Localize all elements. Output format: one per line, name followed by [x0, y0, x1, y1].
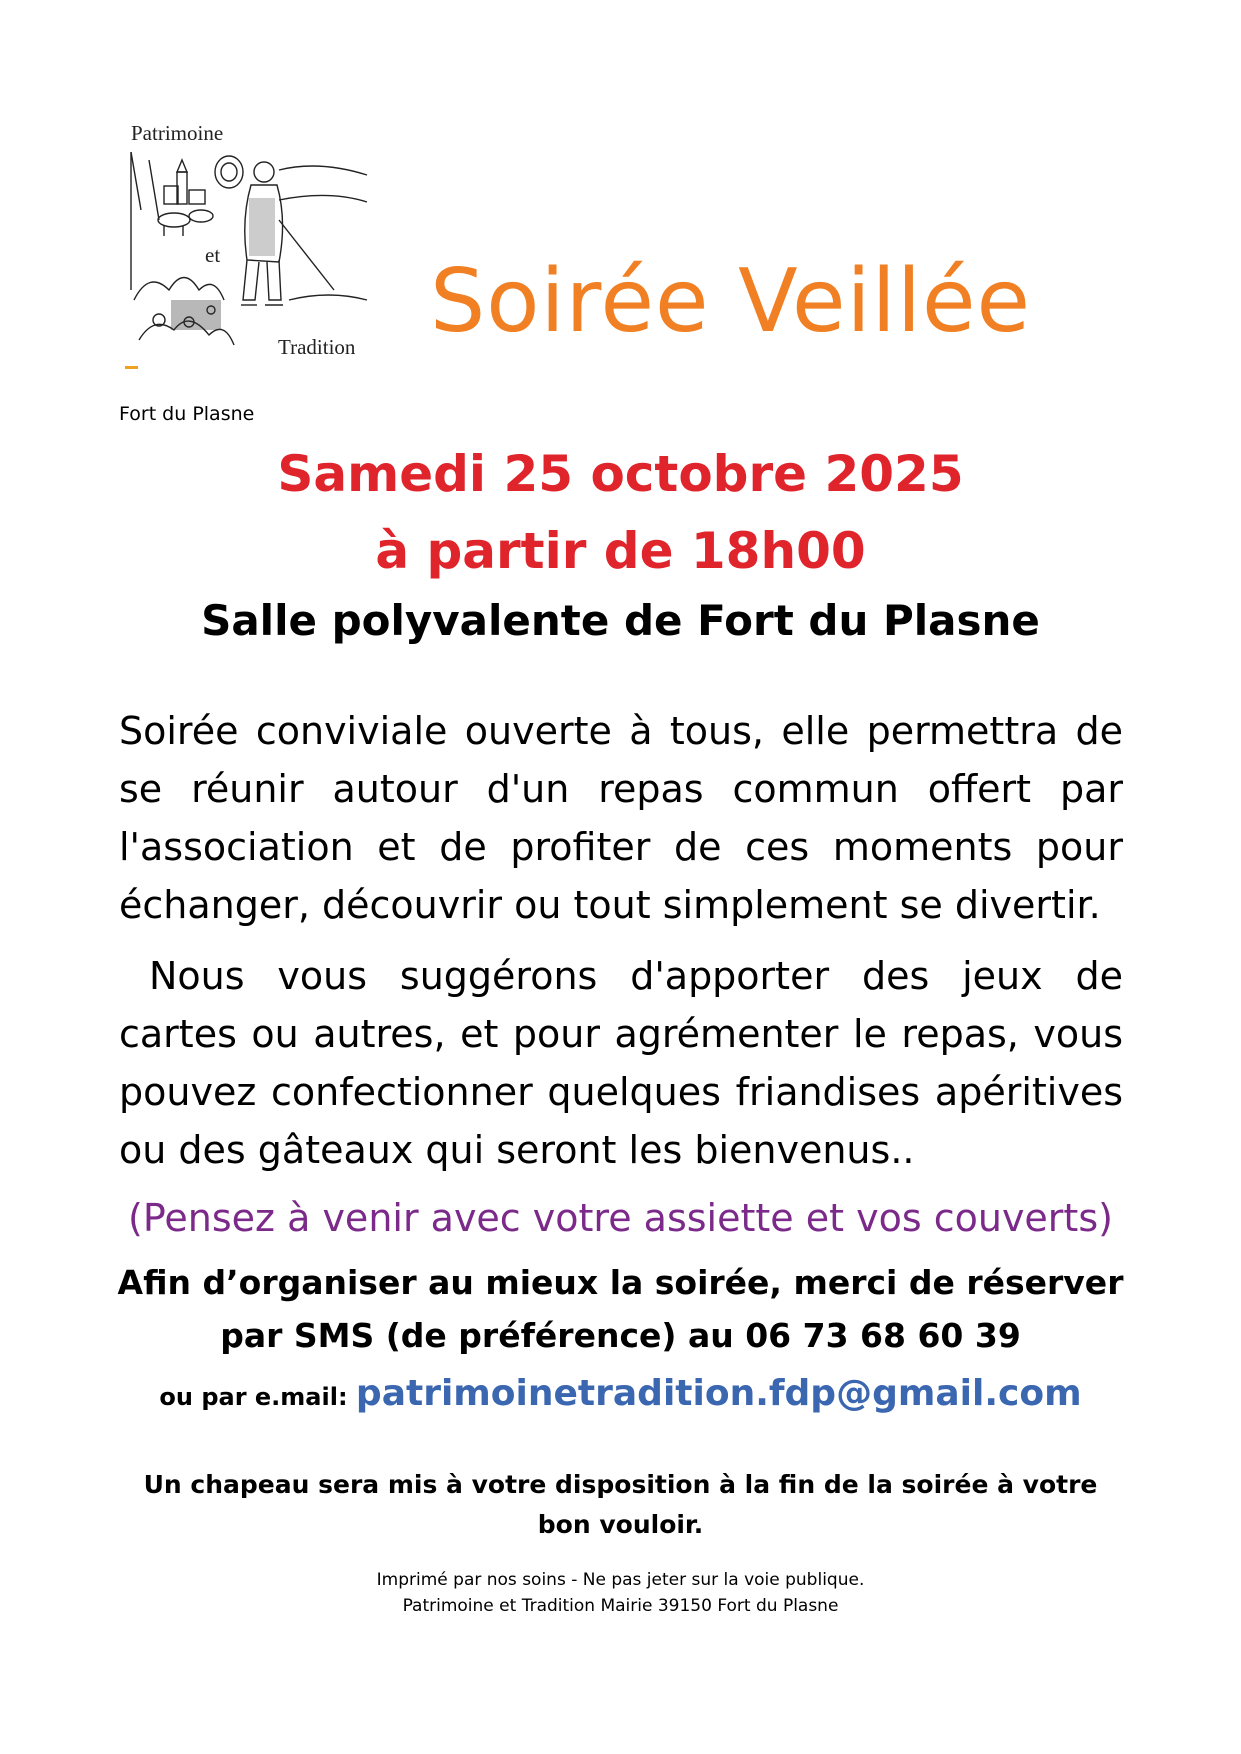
paragraph-line: cartes ou autres, et pour agrémenter le repas, vous [119, 1012, 1123, 1056]
hat-note [60, 1465, 1181, 1545]
hat-note-line: bon vouloir. [537, 1510, 704, 1539]
paragraph-line: Soirée conviviale ouverte à tous, elle permettra de [119, 709, 1123, 753]
paragraph-line: ou des gâteaux qui seront les bienvenus.. [119, 1128, 915, 1172]
footer-printed-note: Imprimé par nos soins - Ne pas jeter sur la voie publique. [376, 1570, 865, 1590]
logo-word-et: et [205, 243, 221, 267]
event-date: Samedi 25 octobre 2025 [277, 445, 964, 503]
paragraph-line: pouvez confectionner quelques friandises apéritives [119, 1070, 1123, 1114]
email-prefix: ou par e.mail: [159, 1383, 348, 1411]
reservation-phone-line: par SMS (de préférence) au 06 73 68 60 39 [220, 1316, 1021, 1355]
event-time: à partir de 18h00 [375, 522, 866, 580]
tableware-note: (Pensez à venir avec votre assiette et vos couverts) [128, 1196, 1113, 1240]
logo-illustration [129, 150, 369, 360]
paragraph-line: Nous vous suggérons d'apporter des jeux de [149, 954, 1123, 998]
suggestion-paragraph [119, 947, 1123, 1179]
logo-word-patrimoine: Patrimoine [131, 121, 224, 145]
logo-word-tradition: Tradition [278, 335, 356, 359]
hat-note-line: Un chapeau sera mis à votre disposition à la fin de la soirée à votre [143, 1470, 1098, 1499]
paragraph-line: l'association et de profiter de ces moments pour [119, 825, 1123, 869]
footer-address: Patrimoine et Tradition Mairie 39150 Fort du Plasne [402, 1596, 839, 1616]
paragraph-line: se réunir autour d'un repas commun offert par [119, 767, 1123, 811]
reservation-email-line [60, 1373, 1181, 1414]
event-venue: Salle polyvalente de Fort du Plasne [201, 596, 1040, 645]
logo-place-name: Fort du Plasne [119, 403, 255, 425]
paragraph-line: échanger, découvrir ou tout simplement se divertir. [119, 883, 1101, 927]
logo-accent-mark [125, 366, 138, 369]
reservation-line: Afin d’organiser au mieux la soirée, merci de réserver [117, 1263, 1124, 1302]
email-link[interactable]: patrimoinetradition.fdp@gmail.com [355, 1373, 1082, 1414]
description-paragraph [119, 702, 1123, 934]
page-title: Soirée Veillée [430, 250, 1032, 352]
